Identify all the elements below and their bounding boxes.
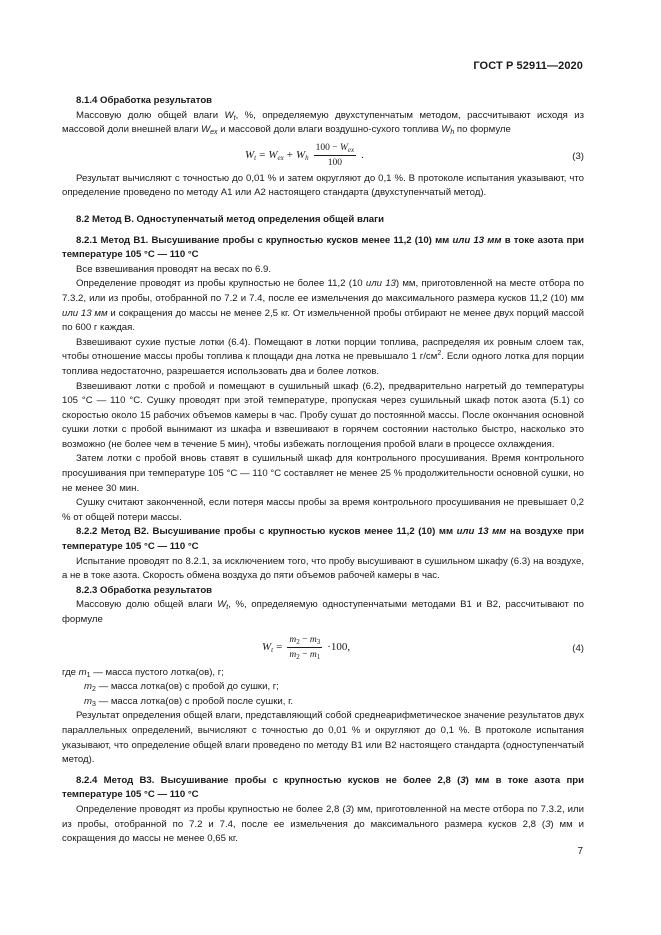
formula-3-number: (3) [572,150,584,162]
formula-4-number: (4) [572,642,584,654]
section-8-2-4-p1: Определение проводят из пробы крупностью не более 2,8 (3) мм, приготовленной на месте отбора по 7.3.2, или из пробы, отобранной по 7.2 и 7.4, после ее измельчения до максимального размера кусков 2,8 (3) мм и сокращения до массы не менее 0,65 кг. [62,803,584,845]
section-8-2-3-title: 8.2.3 Обработка результатов [76,584,213,596]
formula-4: $W_t$ = $\frac{m_2 - m_3}{m_2 - m_1}$ ·100, (4) [262,634,584,661]
section-8-1-4-result: Результат вычисляют с точностью до 0,01 % и затем округляют до 0,1 %. В протоколе испытания указывают, что определение проведено по методу А1 или А2 настоящего стандарта (двухступенчатый метод). [62,172,584,199]
section-8-2-1-p1: Все взвешивания проводят на весах по 6.9. [76,263,272,275]
where-m2: $m_2$ — масса лотка(ов) с пробой до сушки, г; [84,681,279,694]
document-body [62,94,584,847]
section-8-2-2-title: 8.2.2 Метод В2. Высушивание пробы с крупностью кусков менее 11,2 (10) мм или 13 мм на воздухе при температуре 105 °С — 110 °С [62,526,584,553]
section-8-2-1-p2: Определение проводят из пробы крупностью не более 11,2 (10 или 13) мм, приготовленной на месте отбора по 7.3.2, или из пробы, отобранной по 7.2 и 7.4, после ее измельчения до максимального размера кусков 11,2 (10) мм или 13 мм и сокращения до массы не менее 2,5 кг. От измельченной пробы отбирают не менее двух порций массой по 600 г каждая. [62,278,584,334]
section-8-2-1-p6: Сушку считают законченной, если потеря массы пробы за время контрольного просушивания не превышает 0,2 % от общей потери массы. [62,497,584,523]
section-8-2-3-result: Результат определения общей влаги, представляющий собой среднеарифметическое значение результатов двух параллельных определений, вычисляют с точностью до 0,01 % и округляют до 0,1 %. В протоколе испытания указывают, что определение общей влаги проведено по методу В1 или В2 настоящего стандарта (одноступенчатый метод). [62,710,584,766]
section-8-2-2-p1: Испытание проводят по 8.2.1, за исключением того, что пробу высушивают в сушильном шкафу (6.3) на воздухе, а не в токе азота. Скорость обмена воздуха до пяти объемов рабочей камеры в час. [62,555,584,582]
section-8-2-3-p1: Массовую долю общей влаги $W_t$, %, определяемую одноступенчатыми методами В1 и В2, рассчитывают по формуле [62,599,584,625]
formula-3-fraction: $\frac{100 - W_{ex}}{100}$ [315,142,355,168]
where-m3: $m_3$ — масса лотка(ов) с пробой после сушки, г. [84,695,294,708]
section-8-1-4-title: 8.1.4 Обработка результатов [76,95,213,106]
page-number: 7 [577,846,583,857]
section-8-2-1-p5: Затем лотки с пробой вновь ставят в сушильный шкаф для контрольного просушивания. Время контрольного просушивания при температуре 105 °С — 110 °С составляет не менее 25 % продолжительности основной сушки, но не менее 30 мин. [62,453,584,494]
section-8-2-1-p4: Взвешивают лотки с пробой и помещают в сушильный шкаф (6.2), предварительно нагретый до температуры 105 °С — 110 °С. Сушку проводят при этой температуре, пропуская через сушильный шкаф поток азота (5.1) со скоростью около 15 рабочих объемов камеры в час. Пробу сушат до постоянной массы. После окончания основной сушки лотки с пробой вынимают из шкафа и взвешивают в горячем состоянии настолько быстро, насколько это возможно (не более чем в течение 5 мин), чтобы избежать поглощения пробой влаги в процессе охлаждения. [62,380,584,450]
formula-4-fraction: $\frac{m_2 - m_3}{m_2 - m_1}$ [289,634,321,661]
standard-header: ГОСТ Р 52911—2020 [473,60,583,72]
section-8-2-4-title: 8.2.4 Метод В3. Высушивание пробы с крупностью кусков не более 2,8 (3) мм в токе азота при температуре 105 °С — 110 °С [62,774,585,801]
section-8-2-title: 8.2 Метод В. Одноступенчатый метод определения общей влаги [76,213,385,225]
section-8-2-1-p3: Взвешивают сухие пустые лотки (6.4). Помещают в лотки порции топлива, распределяя их ровным слоем так, чтобы отношение массы пробы топлива к площади дна лотка не превышало 1 $г/см^2$. Если одного лотка для порции топлива недостаточно, разрешается использовать два и более лотков. [62,336,584,377]
section-8-1-4-paragraph: Массовую долю общей влаги $W_t$, %, определяемую двухступенчатым методом, рассчитывают исходя из массовой доли внешней влаги $W_{ex}$ и массовой доли влаги воздушно-сухого топлива $W_h$ по формуле [62,109,584,137]
where-m1: где $m_1$ — масса пустого лотка(ов), г; [62,666,224,679]
formula-3: $W_t$ = $W_{ex}$ + $W_h$ $\frac{100 - W_{ex}}{100}$ . (3) [245,142,584,168]
section-8-2-1-title: 8.2.1 Метод В1. Высушивание пробы с крупностью кусков менее 11,2 (10) мм или 13 мм в токе азота при температуре 105 °С — 110 °С [62,234,584,261]
